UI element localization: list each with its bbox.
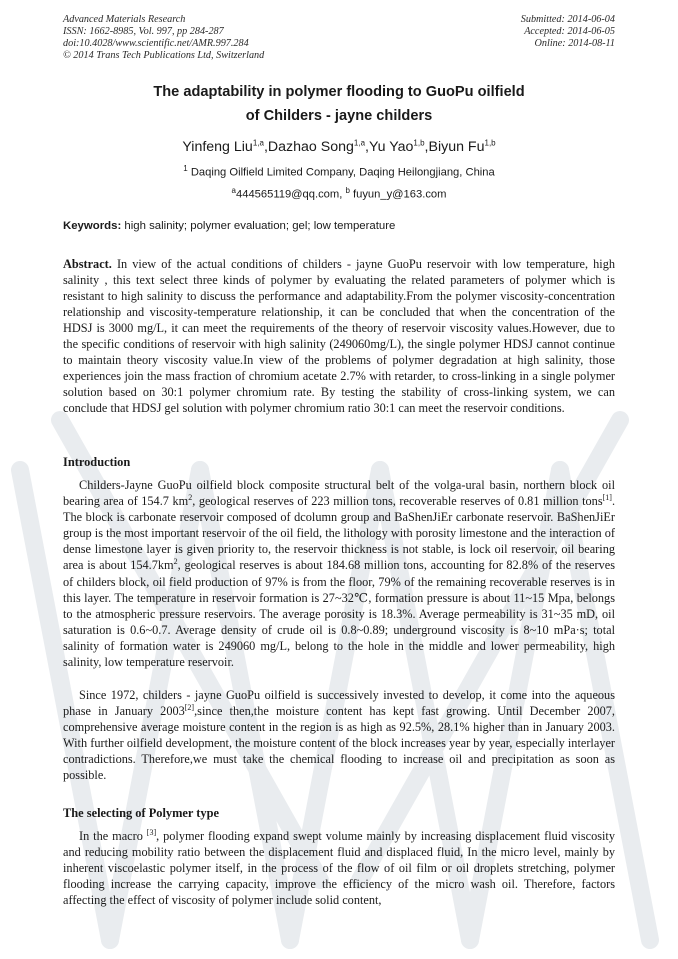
- journal-copyright: © 2014 Trans Tech Publications Ltd, Switzerland: [63, 50, 265, 61]
- journal-name: Advanced Materials Research: [63, 14, 186, 25]
- author-3: Yu Yao$^{1,b}$,: [368, 138, 429, 155]
- journal-issn: ISSN: 1662-8985, Vol. 997, pp 284-287: [63, 26, 224, 37]
- author-1: Yinfeng Liu$^{1,a}$,: [182, 138, 268, 155]
- abstract: [63, 256, 615, 416]
- journal-info: [63, 14, 264, 62]
- abstract-text: In view of the actual conditions of childers - jayne GuoPu reservoir with low temperature, high salinity , this text select three kinds of polymer by evaluating the related parameters of polymer which is resistant to high salinity to discuss the performance and adaptability.From the polymer viscosity-concentration relationship and viscosity-temperature relationship, it can be concluded that when the concentration of the HDSJ is 3000 mg/L, it can meet the requirements of the theory of reservoir viscosity values.However, due to the specific conditions of reservoir with high salinity (249060mg/L), the single polymer HDSJ cannot continue to maintain theory viscosity value.In view of the problems of polymer degradation at high salinity, those experiences join the mass fraction of chromium acetate 2.7% with retarder, to cross-linking in a single polymer solution based on 30:1 polymer chromium rate. By testing the stability of cross-linking system, we can conclude that HDSJ gel solution with polymer chromium ratio 30:1 can meet the reservoir conditions.: [63, 257, 615, 415]
- date-online: Online: 2014-08-11: [534, 38, 615, 49]
- author-emails: $^a$444565119@qq.com, $^b$ fuyun_y@163.com: [231, 186, 447, 201]
- introduction-paragraph-2: Since 1972, childers - jayne GuoPu oilfield is successively invested to develop, it come into the aqueous phase in January 2003[2],since then,the moisture content has kept fast growing. Until December 2007, comprehensive average moisture content in the region is as high as 92.5%, 28.1% higher than in January 2003. With further oilfield development, the moisture content of the block increases year by year, especially interlayer contradictions. Therefore,we must take the chemical flooding to increase oil and precipitation as soon as possible.: [63, 688, 615, 783]
- publication-dates: [521, 14, 615, 50]
- section-heading-polymer-type: The selecting of Polymer type: [63, 806, 219, 820]
- date-submitted: Submitted: 2014-06-04: [520, 14, 615, 25]
- keywords-label: Keywords:: [63, 220, 122, 232]
- author-list: [63, 138, 615, 155]
- author-4: Biyun Fu$^{1,b}$: [428, 138, 496, 155]
- journal-doi: doi:10.4028/www.scientific.net/AMR.997.284: [63, 38, 249, 49]
- abstract-label: Abstract.: [63, 257, 112, 271]
- keywords-text: high salinity; polymer evaluation; gel; low temperature: [124, 220, 396, 232]
- affiliation: $^1$ Daqing Oilfield Limited Company, Daqing Heilongjiang, China: [183, 164, 495, 179]
- paper-title-line-1: The adaptability in polymer flooding to GuoPu oilfield: [153, 84, 525, 100]
- paper-title-line-2: of Childers - jayne childers: [245, 108, 433, 124]
- date-accepted: Accepted: 2014-06-05: [524, 26, 615, 37]
- section-heading-introduction: Introduction: [63, 455, 131, 469]
- author-2: Dazhao Song$^{1,a}$,: [267, 138, 369, 155]
- keywords: [63, 220, 615, 232]
- polymer-type-paragraph-1: In the macro [3], polymer flooding expand swept volume mainly by increasing displacement fluid viscosity and reducing mobility ratio between the displacement fluid and displaced fluid, In the micro level, mainly by inherent viscoelastic polymer itself, in the process of the flow of oil film or oil droplets stretching, polymer flooding increase the carrying capacity, improve the efficiency of the micro wash oil. Therefore, factors affecting the effect of viscosity of polymer include solid content,: [63, 827, 615, 908]
- introduction-paragraph-1: Childers-Jayne GuoPu oilfield block composite structural belt of the volga-ural basin, northern block oil bearing area of 154.7 $km^2$, geological reserves of 223 million tons, recoverable reserves of 0.81 million tons[1]. The block is carbonate reservoir composed of dcolumn group and BaShenJiEr carbonate reservoir. BaShenJiEr group is the most important reservoir of the oil field, the lithology with porosity limestone and the interaction of dense limestone layer is given priority to, the reservoir thickness is not stable, is lock oil reservoir, oil bearing area is about $154.7km^2$, geological reserves is about 184.68 million tons, accounting for 82.8% of the reserves of childers block, oil field production of 97% is from the floor, 79% of the remaining recoverable reserves is in this layer. The temperature in reservoir formation is 27~32℃, formation pressure is about 11~15 Mpa, belongs to the atmospheric pressure reservoirs. The average porosity is 18.3%. Average permeability is 31~35 mD, oil saturation is 0.6~0.7. Average density of crude oil is 0.8~0.89; underground viscosity is 8~10 mPa·s; total salinity of formation water is 249060 mg/L, belong to the hole in the middle and lower permeability, high salinity, low temperature reservoir.: [63, 478, 616, 670]
